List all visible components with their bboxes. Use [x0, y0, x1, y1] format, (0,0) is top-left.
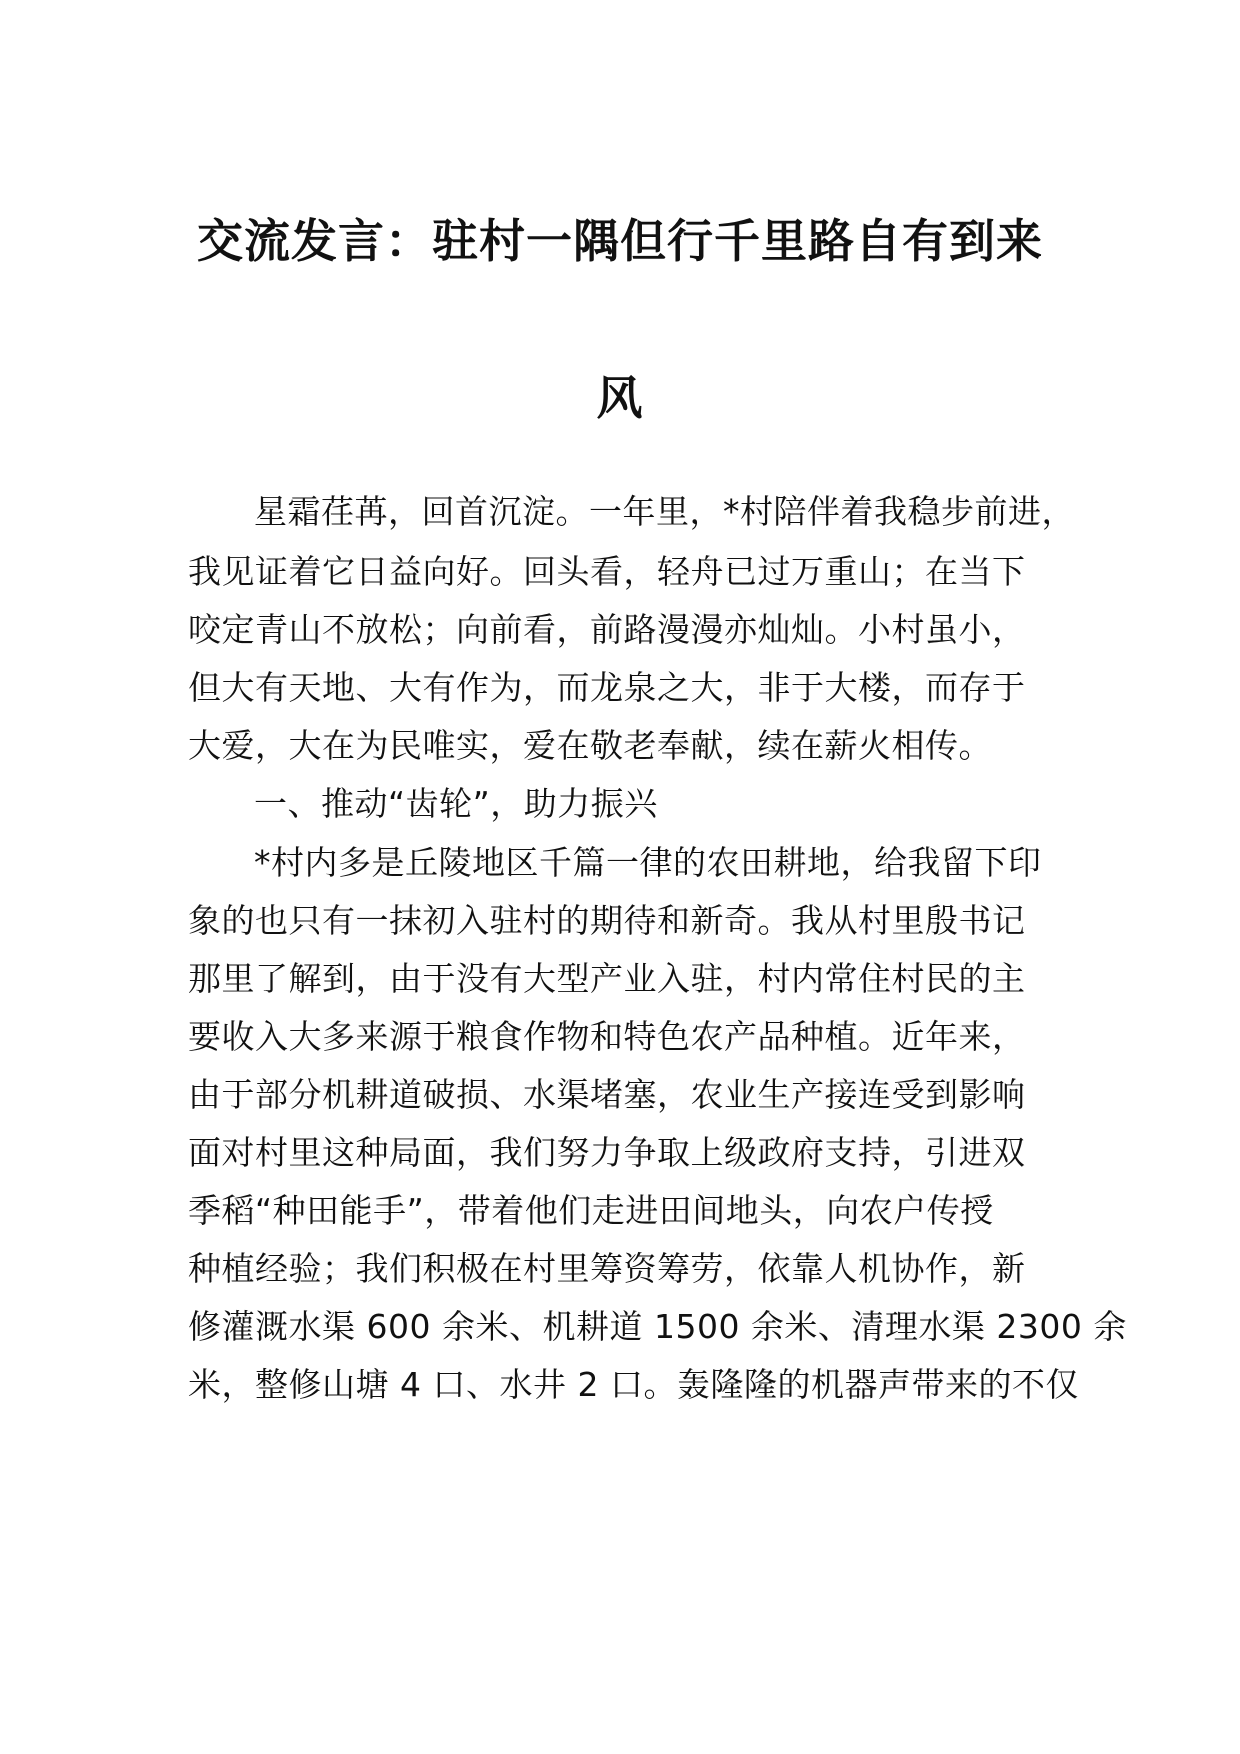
paragraph-line: 季稻“种田能手”，带着他们走进田间地头，向农户传授: [188, 1191, 994, 1230]
paragraph-line: 象的也只有一抹初入驻村的期待和新奇。我从村里殷书记: [188, 901, 1026, 940]
paragraph-line: 那里了解到，由于没有大型产业入驻，村内常住村民的主: [188, 959, 1026, 998]
document-title-line-2: 风: [596, 371, 644, 425]
section-heading: 一、推动“齿轮”，助力振兴: [254, 784, 658, 823]
paragraph-line: 由于部分机耕道破损、水渠堵塞，农业生产接连受到影响: [188, 1075, 1026, 1114]
paragraph-line: 大爱，大在为民唯实，爱在敬老奉献，续在薪火相传。: [188, 726, 992, 765]
paragraph-line: 星霜荏苒，回首沉淀。一年里，*村陪伴着我稳步前进，: [254, 492, 1075, 531]
paragraph-line: 但大有天地、大有作为，而龙泉之大，非于大楼，而存于: [188, 668, 1026, 707]
paragraph-line: 我见证着它日益向好。回头看，轻舟已过万重山；在当下: [188, 552, 1026, 591]
paragraph-line: 要收入大多来源于粮食作物和特色农产品种植。近年来，: [188, 1017, 1026, 1056]
paragraph-line: 咬定青山不放松；向前看，前路漫漫亦灿灿。小村虽小，: [188, 610, 1026, 649]
paragraph-line: *村内多是丘陵地区千篇一律的农田耕地，给我留下印: [254, 843, 1042, 882]
paragraph-line: 种植经验；我们积极在村里筹资筹劳，依靠人机协作，新: [188, 1249, 1026, 1288]
paragraph-line: 米，整修山塘 4 口、水井 2 口。轰隆隆的机器声带来的不仅: [188, 1365, 1079, 1404]
paragraph-line: 修灌溉水渠 600 余米、机耕道 1500 余米、清理水渠 2300 余: [188, 1307, 1127, 1346]
document-title-line-1: 交流发言：驻村一隅但行千里路自有到来: [197, 214, 1043, 268]
paragraph-line: 面对村里这种局面，我们努力争取上级政府支持，引进双: [188, 1133, 1026, 1172]
